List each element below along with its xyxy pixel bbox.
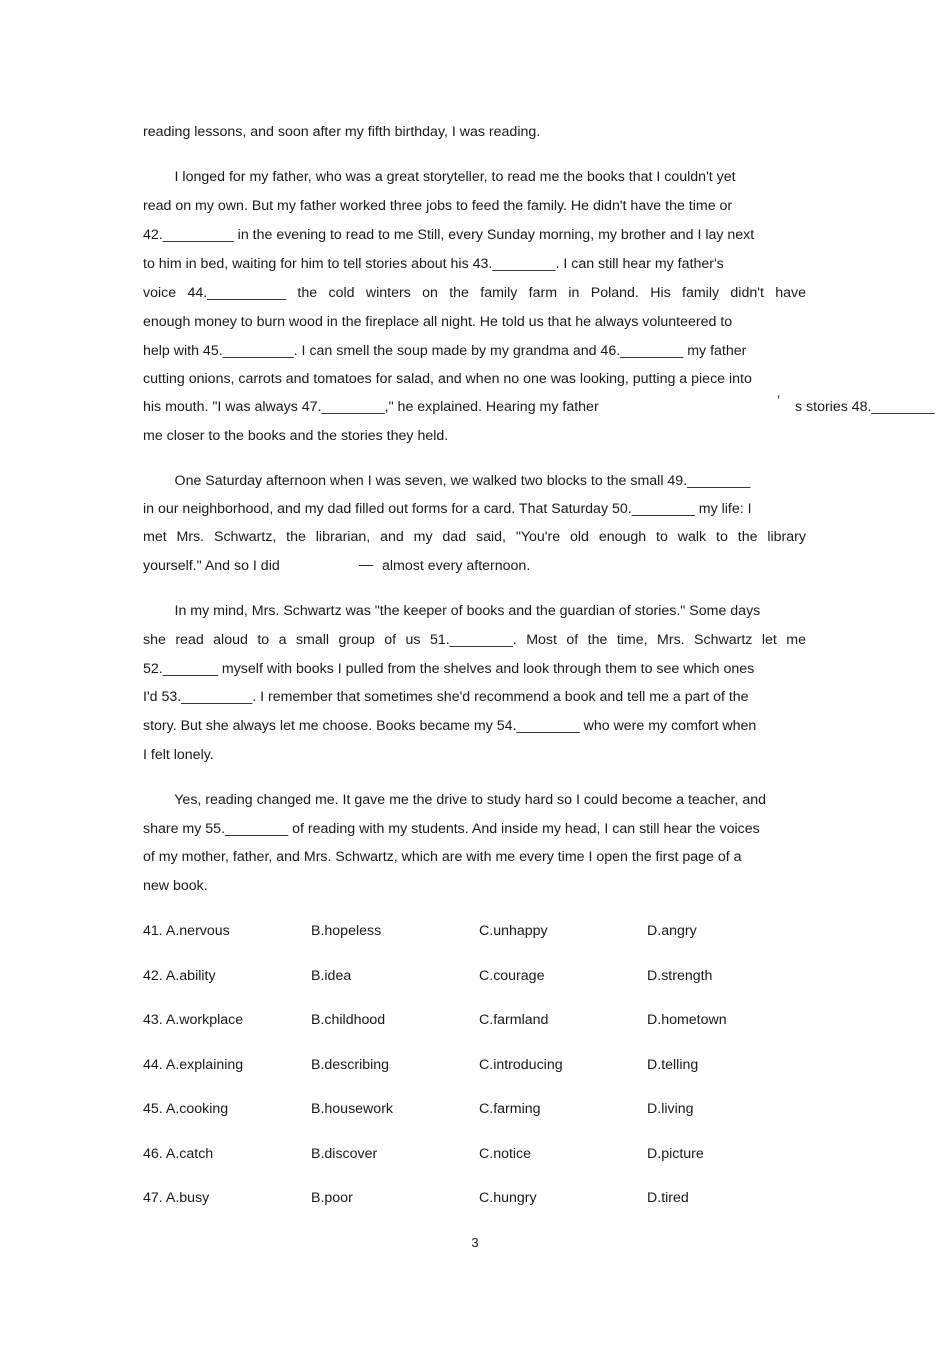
passage-line: of my mother, father, and Mrs. Schwartz, which are with me every time I open the first page of a: [143, 849, 742, 865]
option-a: 45. A.cooking: [143, 1101, 229, 1117]
option-b: B.poor: [311, 1190, 353, 1206]
option-a: 43. A.workplace: [143, 1012, 244, 1028]
option-c: C.introducing: [479, 1057, 563, 1073]
passage-line: In my mind, Mrs. Schwartz was "the keeper of books and the guardian of stories." Some days: [143, 603, 761, 619]
option-b: B.hopeless: [311, 923, 382, 939]
option-d: D.living: [647, 1101, 694, 1117]
passage-line: I longed for my father, who was a great storyteller, to read me the books that I couldn't yet: [143, 169, 736, 185]
option-d: D.telling: [647, 1057, 699, 1073]
passage-line: I felt lonely.: [143, 747, 214, 763]
option-d: D.picture: [647, 1146, 704, 1162]
passage-line: new book.: [143, 878, 208, 894]
passage-line: read on my own. But my father worked three jobs to feed the family. He didn't have the time or: [143, 198, 733, 214]
option-c: C.farming: [479, 1101, 541, 1117]
passage-line: his mouth. "I was always 47.________," he explained. Hearing my father: [143, 399, 599, 415]
option-a: 47. A.busy: [143, 1190, 210, 1206]
option-a: 42. A.ability: [143, 968, 216, 984]
passage-line: Yes, reading changed me. It gave me the drive to study hard so I could become a teacher, and: [143, 792, 767, 808]
passage-line: yourself." And so I did: [143, 558, 280, 574]
passage-line: me closer to the books and the stories they held.: [143, 428, 449, 444]
passage-line: 42._________ in the evening to read to me Still, every Sunday morning, my brother and I lay next: [143, 227, 755, 243]
passage-line: cutting onions, carrots and tomatoes for salad, and when no one was looking, putting a piece into: [143, 371, 752, 387]
passage-line: story. But she always let me choose. Books became my 54.________ who were my comfort when: [143, 718, 757, 734]
apostrophe-mark: ’: [777, 393, 781, 409]
option-c: C.unhappy: [479, 923, 548, 939]
passage-line: met Mrs. Schwartz, the librarian, and my dad said, "You're old enough to walk to the library: [143, 529, 806, 545]
option-c: C.notice: [479, 1146, 532, 1162]
passage-line: reading lessons, and soon after my fifth birthday, I was reading.: [143, 124, 541, 140]
passage-line-fragment: almost every afternoon.: [382, 558, 531, 574]
passage-line: 52._______ myself with books I pulled from the shelves and look through them to see which ones: [143, 661, 755, 677]
passage-line: One Saturday afternoon when I was seven, we walked two blocks to the small 49.________: [143, 473, 751, 489]
option-d: D.hometown: [647, 1012, 727, 1028]
passage-line: voice 44.__________ the cold winters on the family farm in Poland. His family didn't have: [143, 285, 806, 301]
option-c: C.hungry: [479, 1190, 537, 1206]
option-d: D.angry: [647, 923, 697, 939]
passage-line: in our neighborhood, and my dad filled out forms for a card. That Saturday 50.________ my life: I: [143, 501, 752, 517]
passage-line: help with 45._________. I can smell the soup made by my grandma and 46.________ my father: [143, 343, 747, 359]
option-b: B.housework: [311, 1101, 394, 1117]
passage-line: I'd 53._________. I remember that sometimes she'd recommend a book and tell me a part of the: [143, 689, 749, 705]
option-c: C.courage: [479, 968, 545, 984]
option-b: B.describing: [311, 1057, 390, 1073]
option-c: C.farmland: [479, 1012, 549, 1028]
option-a: 46. A.catch: [143, 1146, 214, 1162]
option-b: B.discover: [311, 1146, 378, 1162]
page-number: 3: [471, 1235, 479, 1250]
option-d: D.tired: [647, 1190, 689, 1206]
passage-line: share my 55.________ of reading with my students. And inside my head, I can still hear the voices: [143, 821, 760, 837]
passage-line: to him in bed, waiting for him to tell stories about his 43.________. I can still hear my father's: [143, 256, 724, 272]
option-a: 44. A.explaining: [143, 1057, 244, 1073]
dash-mark: —: [359, 557, 374, 573]
option-b: B.idea: [311, 968, 352, 984]
option-b: B.childhood: [311, 1012, 386, 1028]
passage-line-fragment: s stories 48.________: [795, 399, 935, 415]
option-d: D.strength: [647, 968, 713, 984]
passage-line: enough money to burn wood in the fireplace all night. He told us that he always volunteered to: [143, 314, 733, 330]
passage-line: she read aloud to a small group of us 51.________. Most of the time, Mrs. Schwartz let me: [143, 632, 806, 648]
option-a: 41. A.nervous: [143, 923, 230, 939]
